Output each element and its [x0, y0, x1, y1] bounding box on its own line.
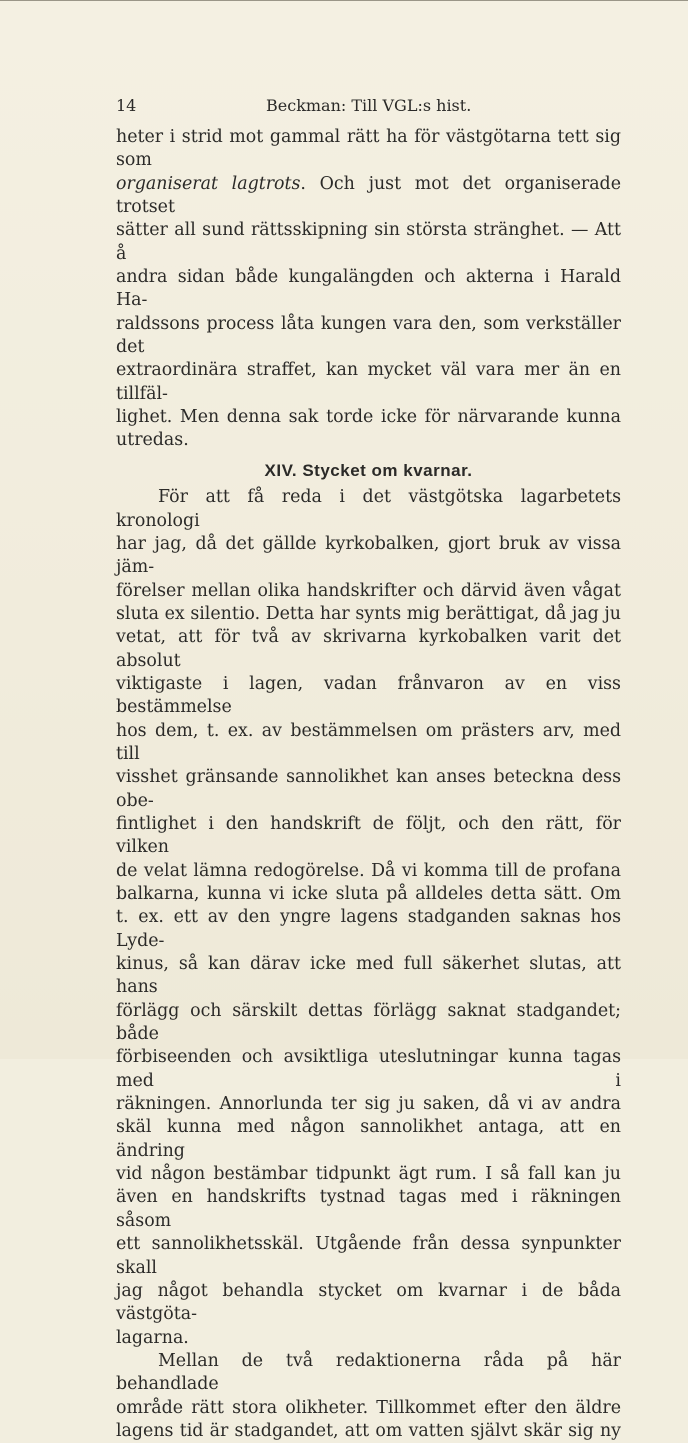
- running-head: Beckman: Till VGL:s hist.: [266, 96, 472, 115]
- text-line: heter i strid mot gammal rätt ha för västgötarna tett sig som: [116, 127, 621, 171]
- text-line: lagarna.: [116, 1327, 189, 1348]
- text-line: sluta ex silentio. Detta har synts mig berättigat, då jag ju: [116, 603, 621, 624]
- body-text: [116, 126, 621, 1443]
- text-line: viktigaste i lagen, vadan frånvaron av en viss bestämmelse: [116, 673, 621, 718]
- page-top-edge: [0, 0, 688, 1]
- text-line: raldssons process låta kungen vara den, som verkställer det: [116, 313, 621, 358]
- page-header: [116, 96, 621, 118]
- text-line: För att få reda i det västgötska lagarbetets kronologi: [116, 487, 621, 531]
- text-line: organiserat lagtrots. Och just mot det organiserade trotset: [116, 173, 621, 218]
- text-line: har jag, då det gällde kyrkobalken, gjort bruk av vissa jäm-: [116, 533, 621, 578]
- text-line: de velat lämna redogörelse. Då vi komma till de profana: [116, 860, 621, 881]
- italic-phrase: organiserat lagtrots: [116, 173, 301, 194]
- text-line: förlägg och särskilt dettas förlägg saknat stadgandet; både: [116, 1000, 621, 1045]
- text-line: område rätt stora olikheter. Tillkommet efter den äldre: [116, 1397, 621, 1418]
- text-line: fintlighet i den handskrift de följt, och den rätt, för vilken: [116, 813, 621, 858]
- section-title: Stycket om kvarnar.: [302, 460, 473, 480]
- text-line: Mellan de två redaktionerna råda på här behandlade: [116, 1350, 621, 1395]
- text-line: räkningen. Annorlunda ter sig ju saken, då vi av andra: [116, 1094, 621, 1115]
- text-line: lighet. Men denna sak torde icke för närvarande kunna utredas.: [116, 407, 621, 451]
- text-line: balkarna, kunna vi icke sluta på alldeles detta sätt. Om: [116, 884, 621, 904]
- text-line: skäl kunna med någon sannolikhet antaga, att en ändring: [116, 1117, 621, 1161]
- text-line: extraordinära straffet, kan mycket väl vara mer än en tillfäl-: [116, 360, 621, 404]
- text-line: t. ex. ett av den yngre lagens stadganden saknas hos Lyde-: [116, 907, 621, 951]
- page-number: 14: [116, 96, 137, 115]
- text-line: kinus, så kan därav icke med full säkerhet slutas, att hans: [116, 954, 621, 998]
- text-line: förelser mellan olika handskrifter och därvid även vågat: [116, 580, 621, 601]
- text-line: jag något behandla stycket om kvarnar i de båda västgöta-: [116, 1280, 621, 1325]
- section-number: XIV.: [264, 460, 298, 480]
- text-line: sätter all sund rättsskipning sin största stränghet. — Att å: [116, 220, 621, 264]
- text-line: andra sidan både kungalängden och akterna i Harald Ha-: [116, 267, 621, 311]
- text-line: visshet gränsande sannolikhet kan anses beteckna dess obe-: [116, 767, 621, 811]
- text-line: hos dem, t. ex. av bestämmelsen om prästers arv, med till: [116, 720, 621, 764]
- text-line: vid någon bestämbar tidpunkt ägt rum. I så fall kan ju: [116, 1164, 621, 1185]
- text-line: lagens tid är stadgandet, att om vatten självt skär sig ny: [116, 1420, 621, 1441]
- text-line: även en handskrifts tystnad tagas med i räkningen såsom: [116, 1187, 621, 1231]
- section-heading: [116, 459, 621, 482]
- text-line: ett sannolikhetsskäl. Utgående från dessa synpunkter skall: [116, 1234, 621, 1278]
- text-line: vetat, att för två av skrivarna kyrkobalken varit det absolut: [116, 627, 621, 671]
- text-line: förbiseenden och avsiktliga uteslutningar kunna tagas med i: [116, 1047, 621, 1091]
